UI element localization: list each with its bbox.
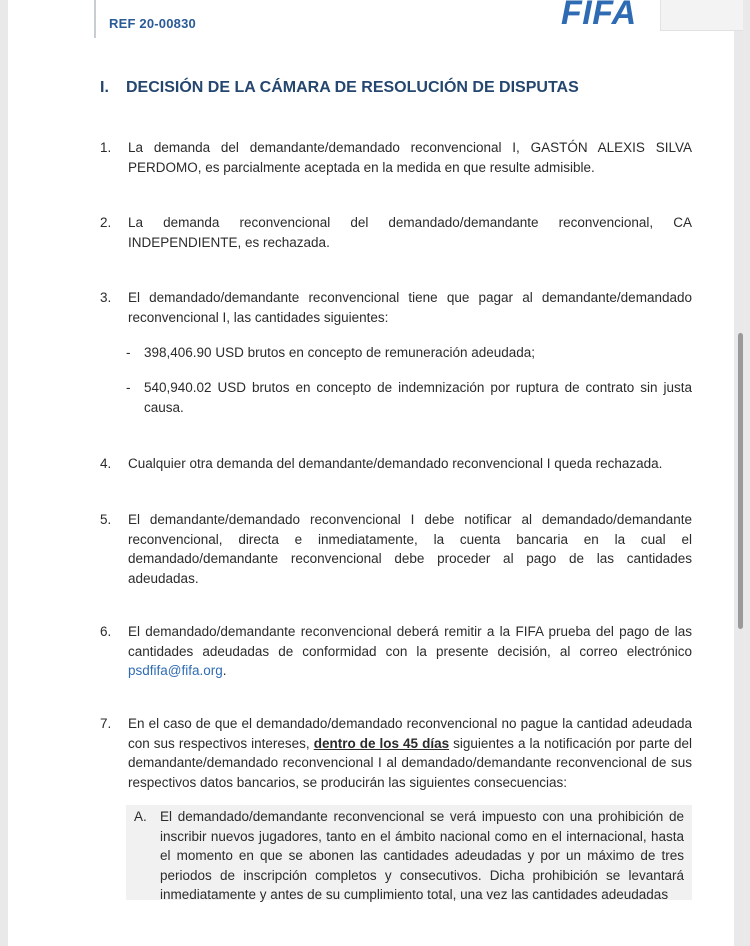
item-number: 1. (100, 140, 112, 155)
bullet-text: 398,406.90 USD brutos en concepto de remuneración adeudada; (144, 345, 536, 360)
item-text-part: El demandado/demandante reconvencional deberá remitir a la FIFA prueba del pago de las cantidades adeudadas de conformidad con la presente decisión, al correo electrónico (128, 624, 692, 659)
consequence-text: El demandado/demandante reconvencional se verá impuesto con una prohibición de inscribir nuevos jugadores, tanto en el ámbito nacional como en el internacional, hasta el momento en que se abonen las cantidades adeudadas y por un máximo de tres periodos de inscripción completos y consecutivos. Dicha prohibición se levantará inmediatamente y antes de su cumplimiento total, una vez las cantidades adeudadas (160, 809, 684, 902)
document-page (8, 0, 734, 946)
decision-item-3 (100, 288, 692, 327)
item-number: 4. (100, 456, 112, 471)
decision-item-4 (100, 454, 692, 474)
bullet-dash: - (126, 380, 131, 395)
item-text-end: . (222, 663, 227, 678)
item-text (128, 714, 692, 792)
item-text: La demanda del demandante/demandado reconvencional I, GASTÓN ALEXIS SILVA PERDOMO, es parcialmente aceptada en la medida en que resulte admisible. (128, 140, 692, 175)
section-title: DECISIÓN DE LA CÁMARA DE RESOLUCIÓN DE DISPUTAS (126, 79, 579, 96)
item-text-part: En el caso de que el demandado/demandado reconvencional no pague la cantidad adeudada con sus respectivos intereses, (128, 716, 692, 751)
item-text: El demandado/demandante reconvencional tiene que pagar al demandante/demandado reconvencional I, las cantidades siguientes: (128, 290, 692, 325)
reference-number: REF 20-00830 (109, 16, 196, 31)
section-heading (100, 79, 579, 97)
item-text-end: siguientes a la notificación por parte del demandante/demandado reconvencional I al demandado/demandante reconvencional de sus respectivos datos bancarios, se producirán las siguientes consecuencias: (128, 735, 692, 790)
item-text: La demanda reconvencional del demandado/demandante reconvencional, CA INDEPENDIENTE, es rechazada. (128, 215, 692, 250)
fifa-logo: FIFA (561, 0, 637, 32)
header-divider (94, 0, 96, 38)
deadline-emphasis: dentro de los 45 días (313, 735, 450, 751)
item-text: El demandante/demandado reconvencional I debe notificar al demandado/demandante reconvencional, directa e inmediatamente, la cuenta bancaria en la cual el demandado/demandante reconvencional debe proceder al pago de las cantidades adeudadas. (128, 512, 692, 586)
decision-item-1 (100, 138, 692, 177)
consequence-letter: A. (134, 809, 147, 824)
decision-item-2 (100, 213, 692, 252)
item-number: 2. (100, 215, 112, 230)
decision-item-7 (100, 714, 692, 792)
bullet-dash: - (126, 345, 131, 360)
bullet-text: 540,940.02 USD brutos en concepto de indemnización por ruptura de contrato sin justa causa. (144, 380, 692, 415)
item-number: 3. (100, 290, 112, 305)
item-text (128, 622, 692, 681)
header-panel (660, 0, 743, 31)
scrollbar-thumb[interactable] (738, 333, 743, 629)
item-text: Cualquier otra demanda del demandante/demandado reconvencional I queda rechazada. (128, 456, 663, 471)
item-number: 7. (100, 716, 112, 731)
item-number: 6. (100, 624, 112, 639)
payment-bullet-1 (126, 343, 692, 363)
decision-item-6 (100, 622, 692, 681)
email-link[interactable]: psdfifa@fifa.org (128, 663, 223, 678)
section-number: I. (100, 79, 109, 96)
item-number: 5. (100, 512, 112, 527)
decision-item-5 (100, 510, 692, 588)
consequence-item-a (126, 805, 692, 900)
payment-bullet-2 (126, 378, 692, 417)
